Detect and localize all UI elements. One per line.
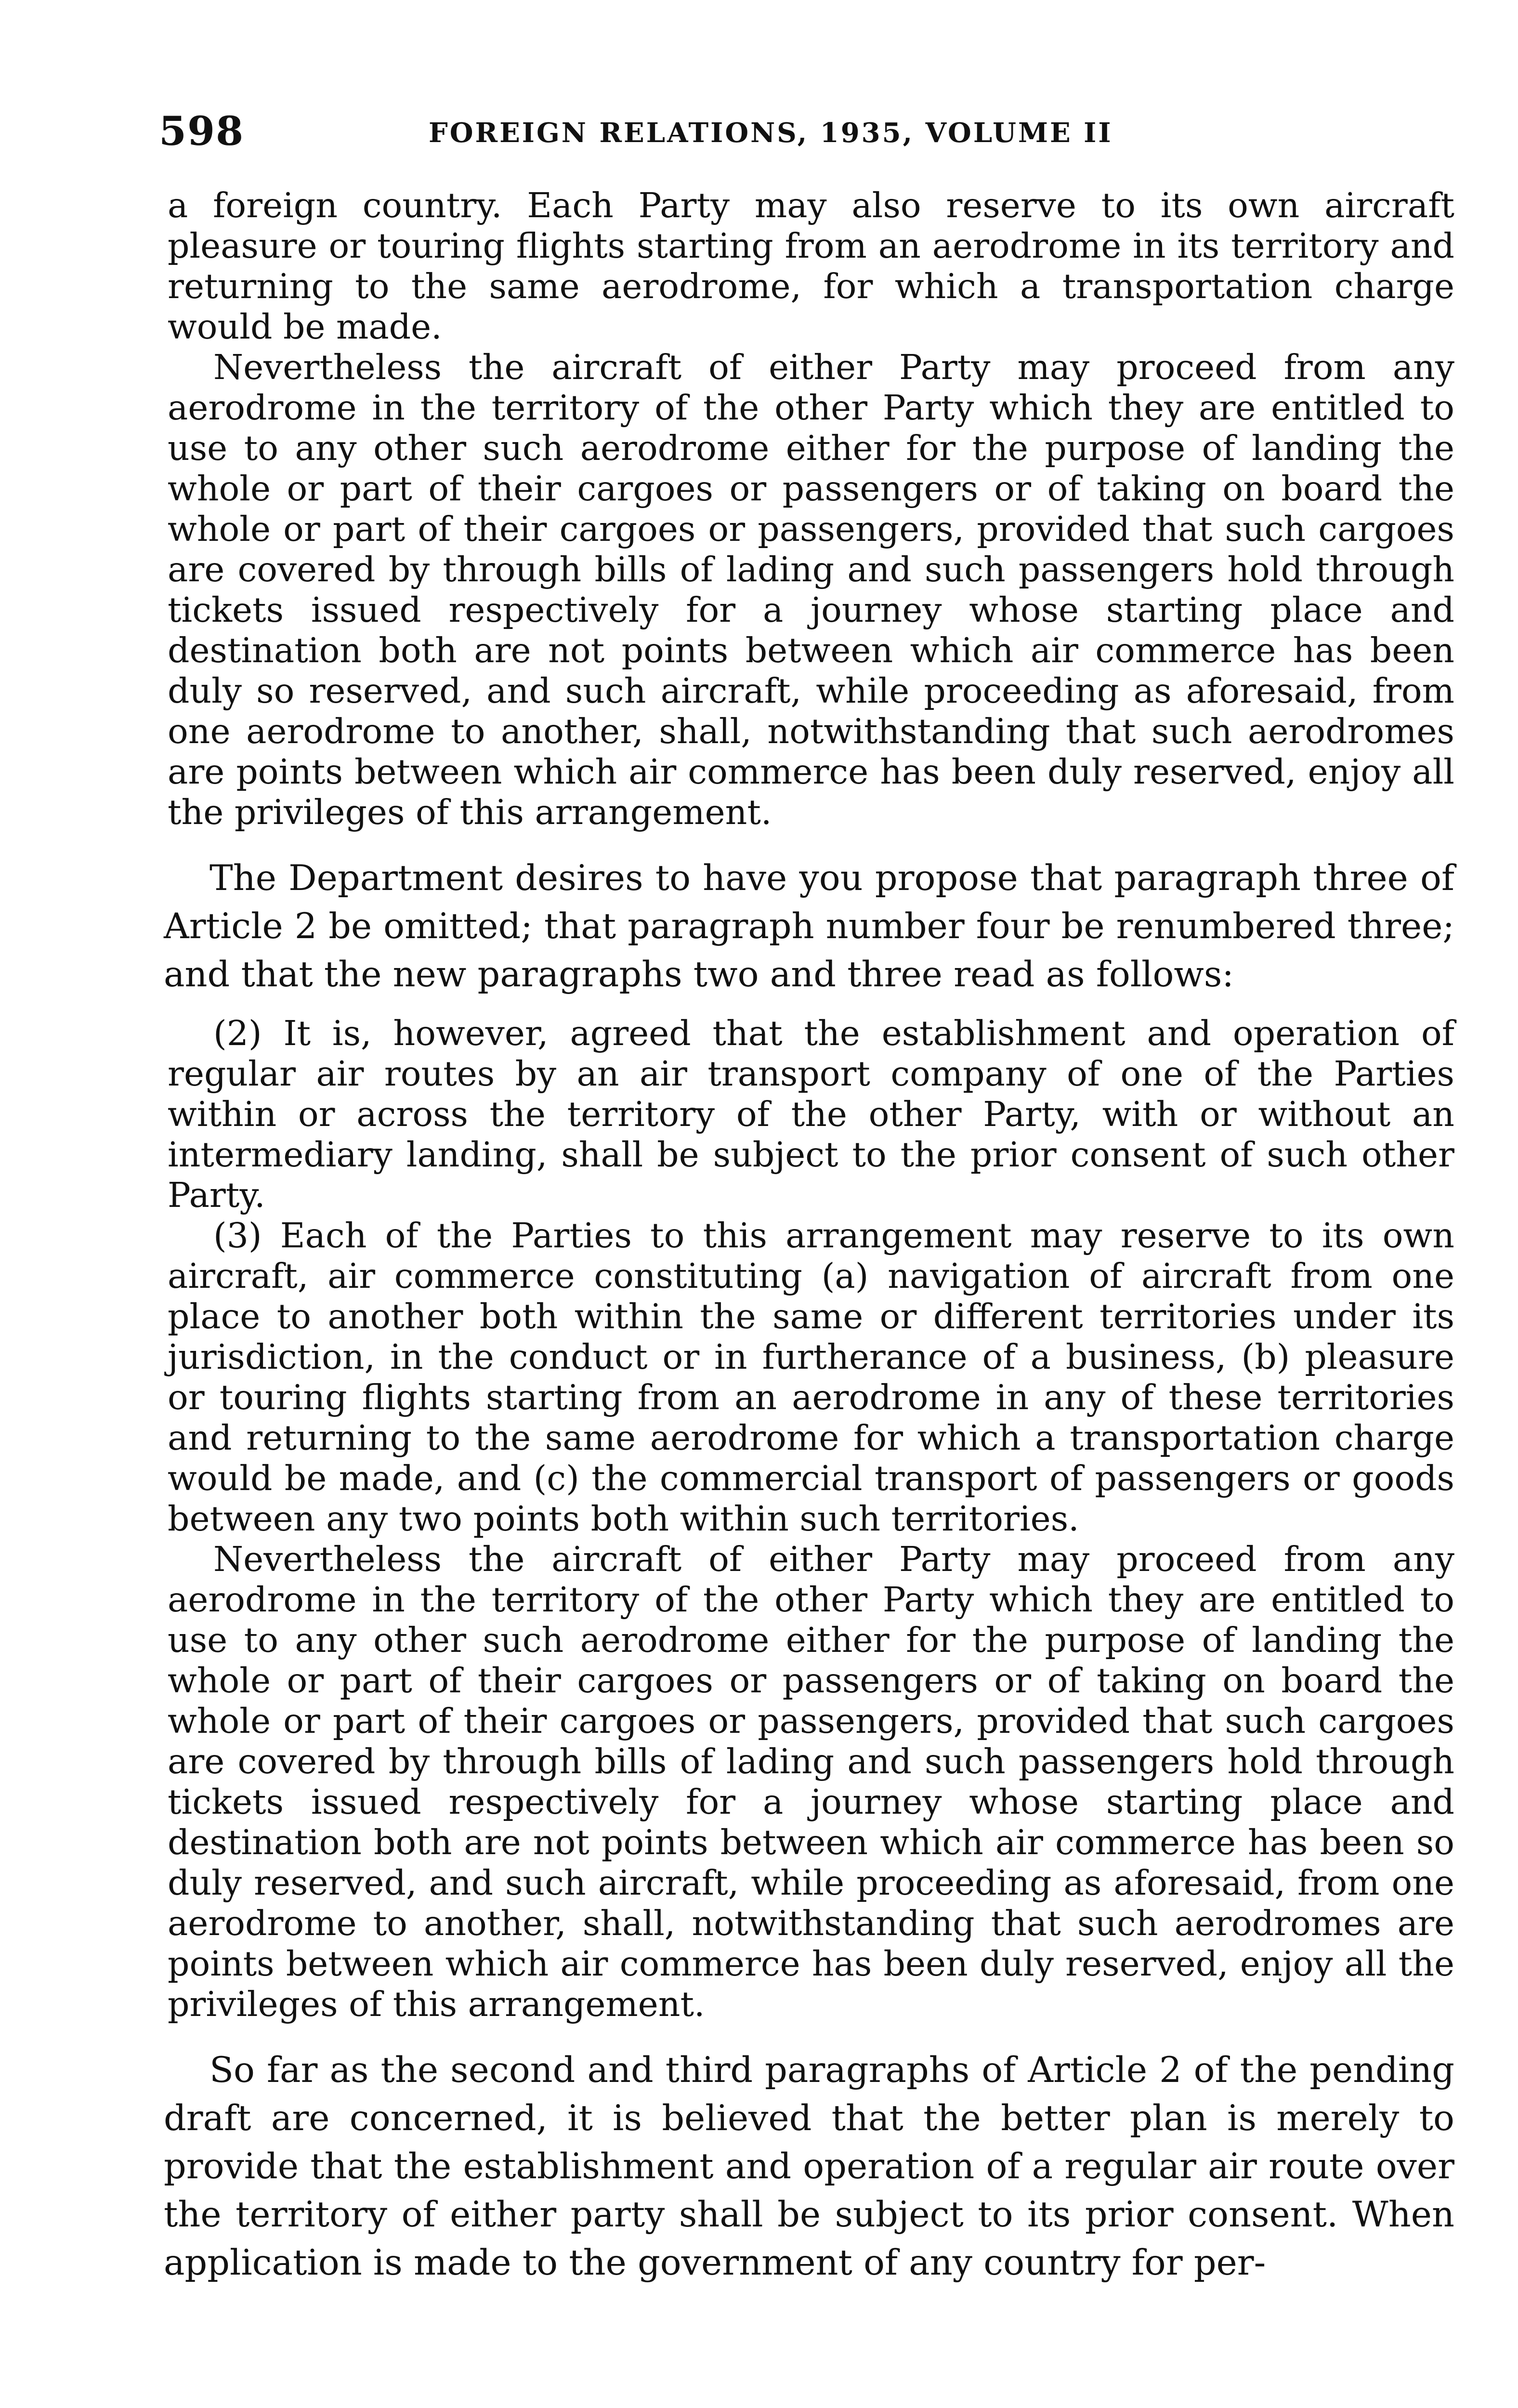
page-body [164,185,1454,2287]
page-header [159,108,1459,161]
quoted-paragraph-4: (3) Each of the Parties to this arrangement may reserve to its own aircraft, air commerce constituting (a) navigation of aircraft from one place to another both within the same or different territories under its jurisdiction, in the conduct or in furtherance of a business, (b) pleasure or touring flights starting from an aerodrome in any of these territories and returning to the same aerodrome for which a transportation charge would be made, and (c) the commercial transport of passengers or goods between any two points both within such territories. [168,1216,1454,1539]
running-head: FOREIGN RELATIONS, 1935, VOLUME II [429,117,1113,149]
body-paragraph-1: The Department desires to have you propose that paragraph three of Article 2 be omitted; that paragraph number four be renumbered three; and that the new paragraphs two and three read as follows: [164,858,1454,995]
quoted-paragraph-5: Nevertheless the aircraft of either Party may proceed from any aerodrome in the territory of the other Party which they are entitled to use to any other such aerodrome either for the purpose of landing the whole or part of their cargoes or passengers or of taking on board the whole or part of their cargoes or passengers, provided that such cargoes are covered by through bills of lading and such passengers hold through tickets issued respectively for a journey whose starting place and destination both are not points between which air commerce has been so duly reserved, and such aircraft, while proceeding as aforesaid, from one aerodrome to another, shall, notwithstanding that such aerodromes are points between which air commerce has been duly reserved, enjoy all the privileges of this arrangement. [168,1539,1454,2024]
quoted-paragraph-2: Nevertheless the aircraft of either Party may proceed from any aerodrome in the territory of the other Party which they are entitled to use to any other such aerodrome either for the purpose of landing the whole or part of their cargoes or passengers or of taking on board the whole or part of their cargoes or passengers, provided that such cargoes are covered by through bills of lading and such passengers hold through tickets issued respectively for a journey whose starting place and destination both are not points between which air commerce has been duly so reserved, and such aircraft, while proceeding as aforesaid, from one aerodrome to another, shall, notwithstanding that such aerodromes are points between which air commerce has been duly reserved, enjoy all the privileges of this arrangement. [168,347,1454,832]
page-number: 598 [159,108,245,155]
body-paragraph-2: So far as the second and third paragraphs of Article 2 of the pending draft are concerned, it is believed that the better plan is merely to provide that the establishment and operation of a regular air route over the territory of either party shall be subject to its prior consent. When application is made to the government of any country for per- [164,2050,1454,2283]
quoted-paragraph-1: a foreign country. Each Party may also reserve to its own aircraft pleasure or touring flights starting from an aerodrome in its territory and returning to the same aerodrome, for which a transportation charge would be made. [168,185,1454,347]
quoted-paragraph-3: (2) It is, however, agreed that the establishment and operation of regular air routes by an air transport company of one of the Parties within or across the territory of the other Party, with or without an intermediary landing, shall be subject to the prior consent of such other Party. [168,1013,1454,1215]
